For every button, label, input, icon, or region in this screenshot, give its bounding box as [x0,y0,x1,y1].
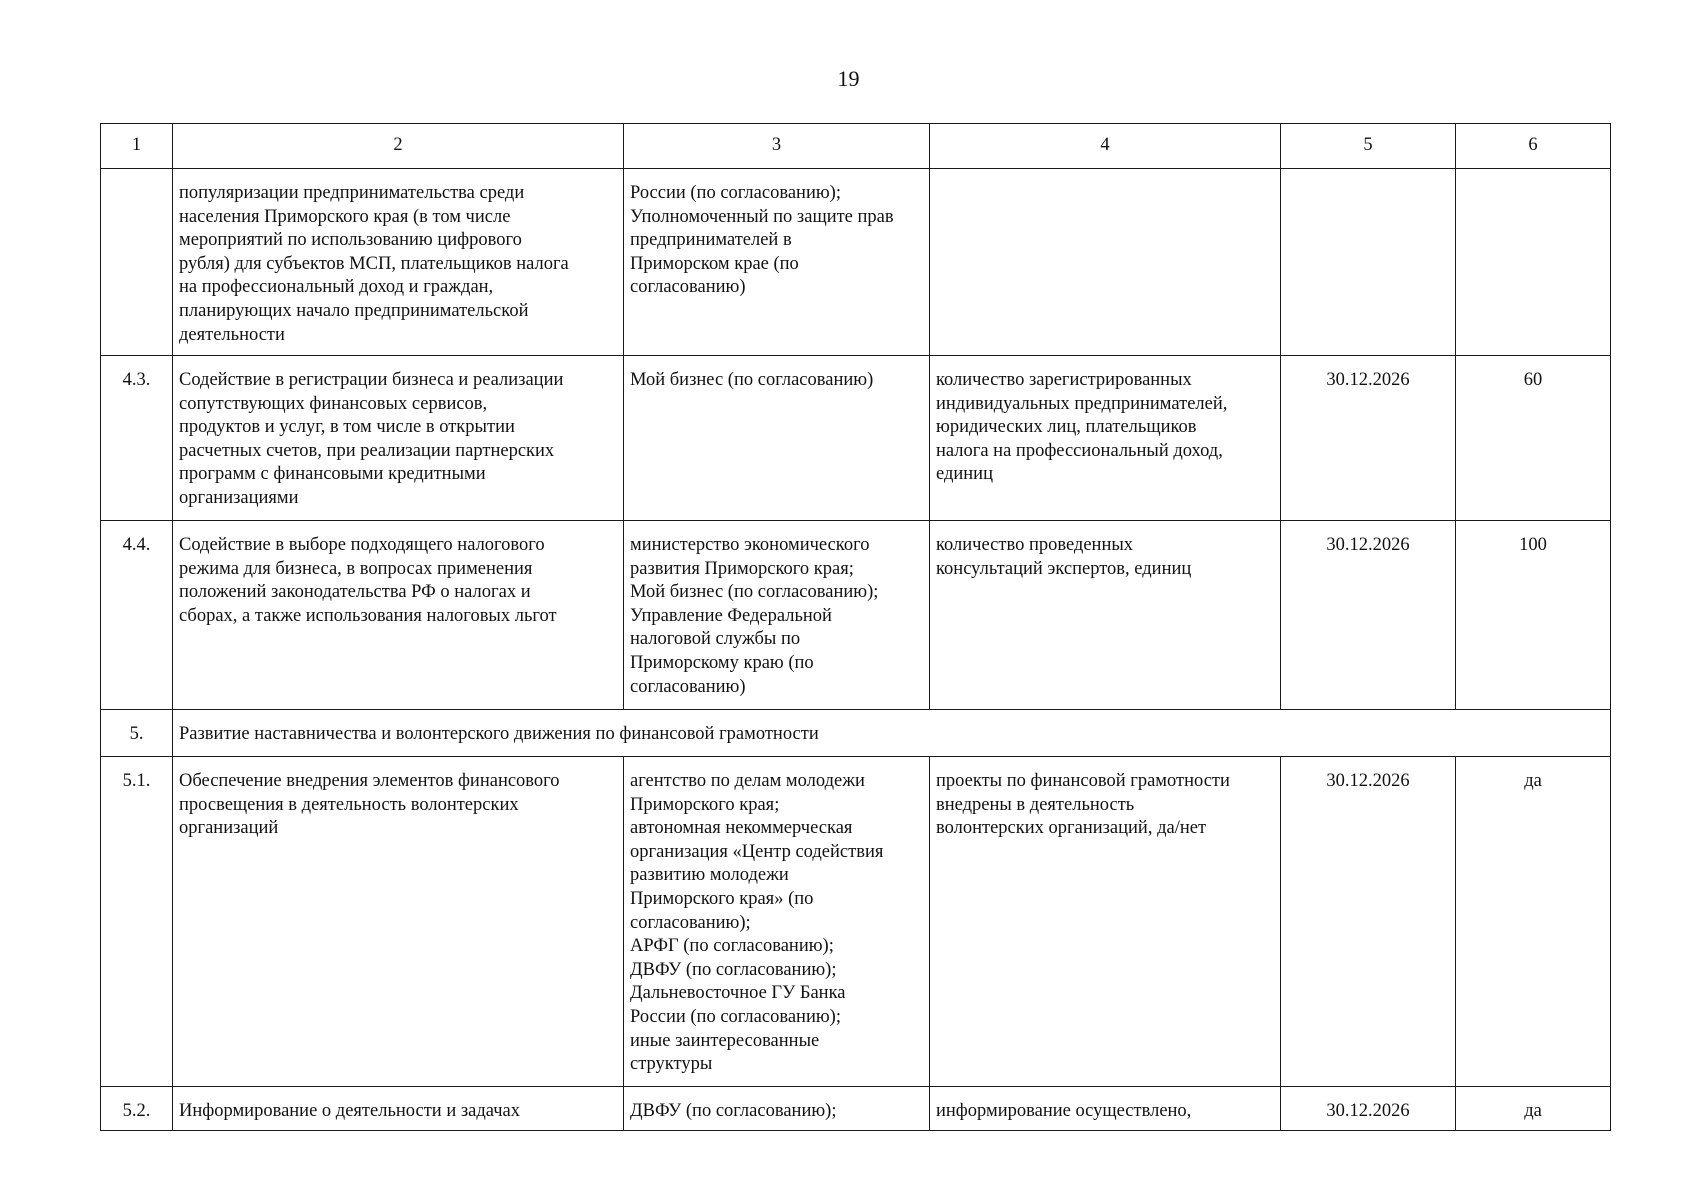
cell-text-line: предпринимателей в [630,230,792,251]
cell-text-line: просвещения в деятельность волонтерских [179,794,519,815]
deadline-cell [1281,169,1456,356]
cell-text-line: Мой бизнес (по согласованию); [630,582,879,603]
cell-text-line: налога на профессиональный доход, [936,440,1223,461]
cell-text-line: режима для бизнеса, в вопросах применения [179,558,533,579]
row-number [101,169,173,356]
cell-text-line: Содействие в регистрации бизнеса и реализации [179,370,564,390]
deadline-cell: 30.12.2026 [1281,356,1456,521]
section-title: Развитие наставничества и волонтерского движения по финансовой грамотности [173,710,1611,757]
executors-cell [624,169,930,356]
cell-text-line: организациями [179,487,299,508]
cell-text-line: количество проведенных [936,535,1134,555]
cell-text-line: Приморском крае (по [630,253,799,274]
cell-text-line: министерство экономического [630,535,870,555]
cell-text-line: Содействие в выборе подходящего налогового [179,535,545,555]
indicator-cell [930,757,1281,1087]
indicator-cell [930,521,1281,710]
cell-text-line: количество зарегистрированных [936,370,1192,390]
executors-cell [624,521,930,710]
deadline-cell: 30.12.2026 [1281,757,1456,1087]
cell-text-line: волонтерских организаций, да/нет [936,818,1207,839]
cell-text-line: единиц [936,464,993,485]
indicator-cell [930,1087,1281,1131]
cell-text-line: Приморского края; [630,794,780,815]
header-cell-1: 1 [101,124,173,169]
plan-table [100,123,1611,1131]
cell-text-line: развития Приморского края; [630,558,854,579]
cell-text-line: структуры [630,1054,713,1075]
cell-text-line: Информирование о деятельности и задачах [179,1101,521,1121]
cell-text-line: на профессиональный доход и граждан, [179,277,494,298]
header-cell-2: 2 [173,124,624,169]
cell-text-line: положений законодательства РФ о налогах и [179,582,531,603]
cell-text-line: ДВФУ (по согласованию); [630,959,837,980]
executors-cell [624,757,930,1087]
value-cell: 100 [1456,521,1611,710]
cell-text-line: популяризации предпринимательства среди [179,183,525,203]
value-cell [1456,169,1611,356]
cell-text-line: мероприятий по использованию цифрового [179,230,522,251]
row-number: 5.1. [101,757,173,1087]
cell-text-line: Уполномоченный по защите прав [630,206,894,227]
event-cell [173,356,624,521]
deadline-cell: 30.12.2026 [1281,1087,1456,1131]
cell-text-line: России (по согласованию); [630,183,841,203]
header-cell-4: 4 [930,124,1281,169]
cell-text-line: сборах, а также использования налоговых льгот [179,605,557,626]
event-cell [173,169,624,356]
table-row [101,356,1611,521]
event-cell [173,757,624,1087]
event-cell [173,521,624,710]
cell-text-line: согласованию) [630,277,746,298]
cell-text-line: организаций [179,818,279,839]
cell-text-line: населения Приморского края (в том числе [179,206,511,227]
header-cell-6: 6 [1456,124,1611,169]
cell-text-line: информирование осуществлено, [936,1101,1192,1121]
indicator-cell [930,356,1281,521]
row-number: 4.4. [101,521,173,710]
section-row [101,710,1611,757]
table-header-row [101,124,1611,169]
cell-text-line: расчетных счетов, при реализации партнерских [179,440,555,461]
table-row [101,521,1611,710]
indicator-cell [930,169,1281,356]
cell-text-line: Приморского края» (по [630,888,814,909]
cell-text-line: согласованию) [630,676,746,697]
cell-text-line: консультаций экспертов, единиц [936,558,1192,579]
cell-text-line: иные заинтересованные [630,1030,820,1051]
cell-text-line: агентство по делам молодежи [630,771,865,791]
row-number: 4.3. [101,356,173,521]
cell-text-line: внедрены в деятельность [936,794,1135,815]
cell-text-line: налоговой службы по [630,629,801,650]
deadline-cell: 30.12.2026 [1281,521,1456,710]
value-cell: 60 [1456,356,1611,521]
event-cell [173,1087,624,1131]
cell-text-line: юридических лиц, плательщиков [936,417,1197,438]
row-number: 5.2. [101,1087,173,1131]
cell-text-line: автономная некоммерческая [630,818,853,839]
cell-text-line: планирующих начало предпринимательской [179,300,529,321]
cell-text-line: индивидуальных предпринимателей, [936,393,1228,414]
cell-text-line: ДВФУ (по согласованию); [630,1101,837,1121]
cell-text-line: АРФГ (по согласованию); [630,936,834,957]
cell-text-line: Управление Федеральной [630,605,832,626]
cell-text-line: Дальневосточное ГУ Банка [630,983,846,1004]
cell-text-line: сопутствующих финансовых сервисов, [179,393,488,414]
value-cell: да [1456,1087,1611,1131]
cell-text-line: организация «Центр содействия [630,841,884,862]
header-cell-5: 5 [1281,124,1456,169]
cell-text-line: Приморскому краю (по [630,652,814,673]
cell-text-line: деятельности [179,324,285,345]
cell-text-line: проекты по финансовой грамотности [936,771,1230,791]
cell-text-line: Обеспечение внедрения элементов финансового [179,771,560,791]
executors-cell [624,356,930,521]
section-number: 5. [101,710,173,757]
cell-text-line: согласованию); [630,912,751,933]
cell-text-line: развитию молодежи [630,865,789,886]
table-row [101,1087,1611,1131]
value-cell: да [1456,757,1611,1087]
cell-text-line: продуктов и услуг, в том числе в открытии [179,417,515,438]
page-number: 19 [837,66,860,91]
header-cell-3: 3 [624,124,930,169]
cell-text-line: программ с финансовыми кредитными [179,464,486,485]
executors-cell [624,1087,930,1131]
cell-text-line: Мой бизнес (по согласованию) [630,370,874,390]
cell-text-line: России (по согласованию); [630,1006,841,1027]
table-row [101,169,1611,356]
cell-text-line: рубля) для субъектов МСП, плательщиков налога [179,253,569,274]
table-row [101,757,1611,1087]
